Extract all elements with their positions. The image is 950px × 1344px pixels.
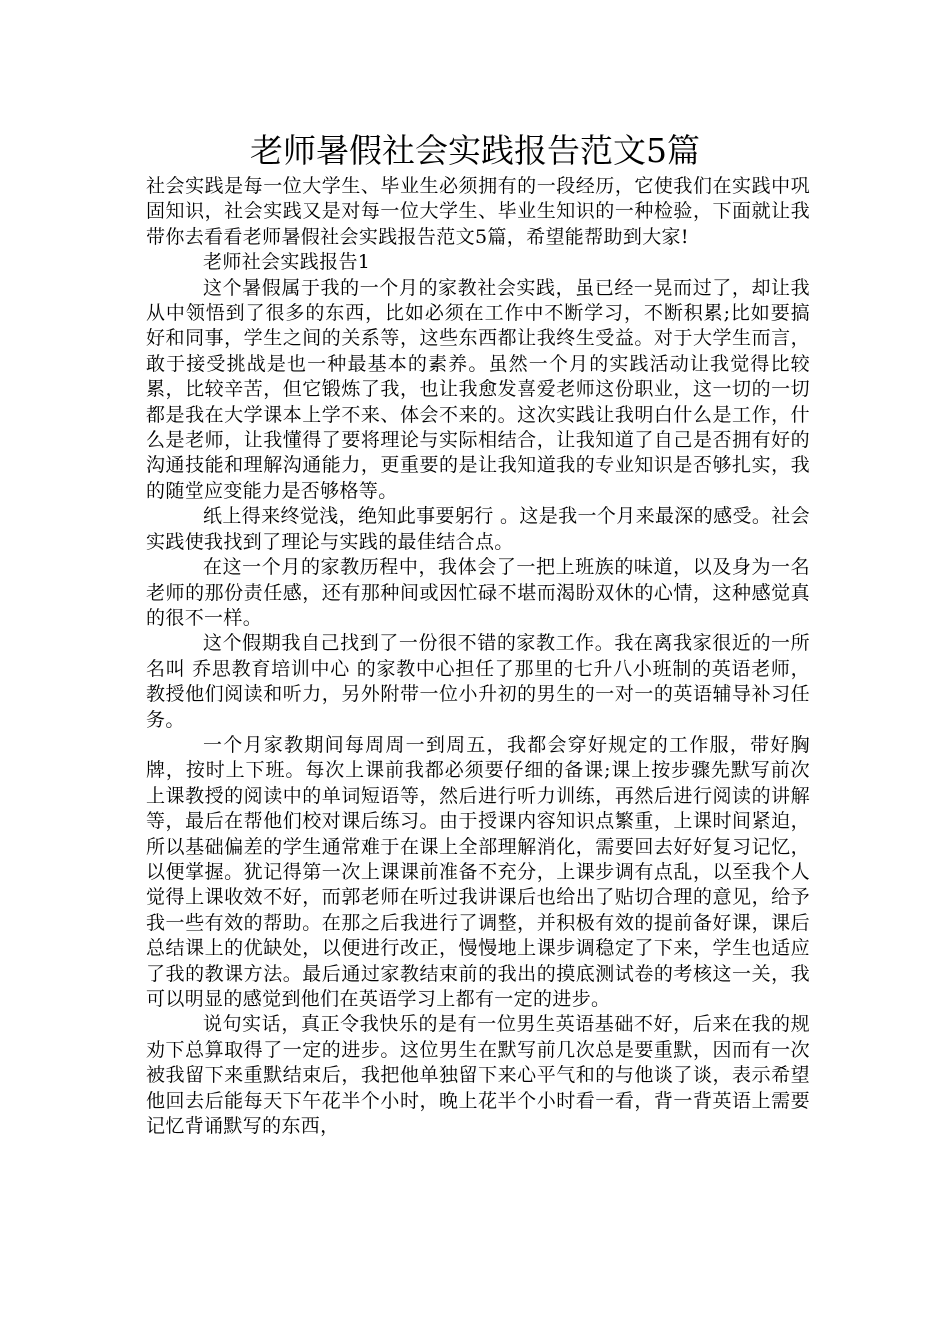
body-paragraph: 说句实话，真正令我快乐的是有一位男生英语基础不好，后来在我的规劝下总算取得了一定的进步。这位男生在默写前几次总是要重默，因而有一次被我留下来重默结束后，我把他单独留下来心平气和的与他谈了谈，表示希望他回去后能每天下午花半个小时，晚上花半个小时看一看，背一背英语上需要记忆背诵默写的东西， — [146, 1013, 810, 1138]
section-heading: 老师社会实践报告1 — [203, 251, 371, 274]
body-paragraph: 纸上得来终觉浅，绝知此事要躬行 。这是我一个月来最深的感受。社会实践使我找到了理论与实践的最佳结合点。 — [146, 505, 810, 553]
body-paragraph: 在这一个月的家教历程中，我体会了一把上班族的味道，以及身为一名老师的那份责任感，还有那种间或因忙碌不堪而渴盼双休的心情，这种感觉真的很不一样。 — [146, 556, 810, 629]
document-title: 老师暑假社会实践报告范文5篇 — [250, 131, 700, 170]
body-paragraph: 这个假期我自己找到了一份很不错的家教工作。我在离我家很近的一所名叫 乔思教育培训中心 的家教中心担任了那里的七升八小班制的英语老师，教授他们阅读和听力，另外附带一位小升初的男生的一对一的英语辅导补习任务。 — [146, 632, 810, 731]
intro-paragraph: 社会实践是每一位大学生、毕业生必须拥有的一段经历，它使我们在实践中巩固知识，社会实践又是对每一位大学生、毕业生知识的一种检验，下面就让我带你去看看老师暑假社会实践报告范文5篇，希望能帮助到大家! — [146, 175, 810, 248]
body-paragraph: 一个月家教期间每周周一到周五，我都会穿好规定的工作服，带好胸牌，按时上下班。每次上课前我都必须要仔细的备课;课上按步骤先默写前次上课教授的阅读中的单词短语等，然后进行听力训练，再然后进行阅读的讲解等，最后在帮他们校对课后练习。由于授课内容知识点繁重，上课时间紧迫，所以基础偏差的学生通常难于在课上全部理解消化，需要回去好好复习记忆，以便掌握。犹记得第一次上课课前准备不充分，上课步调有点乱，以至我个人觉得上课收效不好，而郭老师在听过我讲课后也给出了贴切合理的意见，给予我一些有效的帮助。在那之后我进行了调整，并积极有效的提前备好课，课后总结课上的优缺处，以便进行改正，慢慢地上课步调稳定了下来，学生也适应了我的教课方法。最后通过家教结束前的我出的摸底测试卷的考核这一关，我可以明显的感觉到他们在英语学习上都有一定的进步。 — [146, 733, 810, 1010]
document-body — [146, 174, 810, 1139]
body-paragraph: 这个暑假属于我的一个月的家教社会实践，虽已经一晃而过了，却让我从中领悟到了很多的东西，比如必须在工作中不断学习，不断积累;比如要搞好和同事，学生之间的关系等，这些东西都让我终生受益。对于大学生而言，敢于接受挑战是也一种最基本的素养。虽然一个月的实践活动让我觉得比较累，比较辛苦，但它锻炼了我，也让我愈发喜爱老师这份职业，这一切的一切都是我在大学课本上学不来、体会不来的。这次实践让我明白什么是工作，什么是老师，让我懂得了要将理论与实际相结合，让我知道了自己是否拥有好的沟通技能和理解沟通能力，更重要的是让我知道我的专业知识是否够扎实，我的随堂应变能力是否够格等。 — [146, 276, 810, 502]
